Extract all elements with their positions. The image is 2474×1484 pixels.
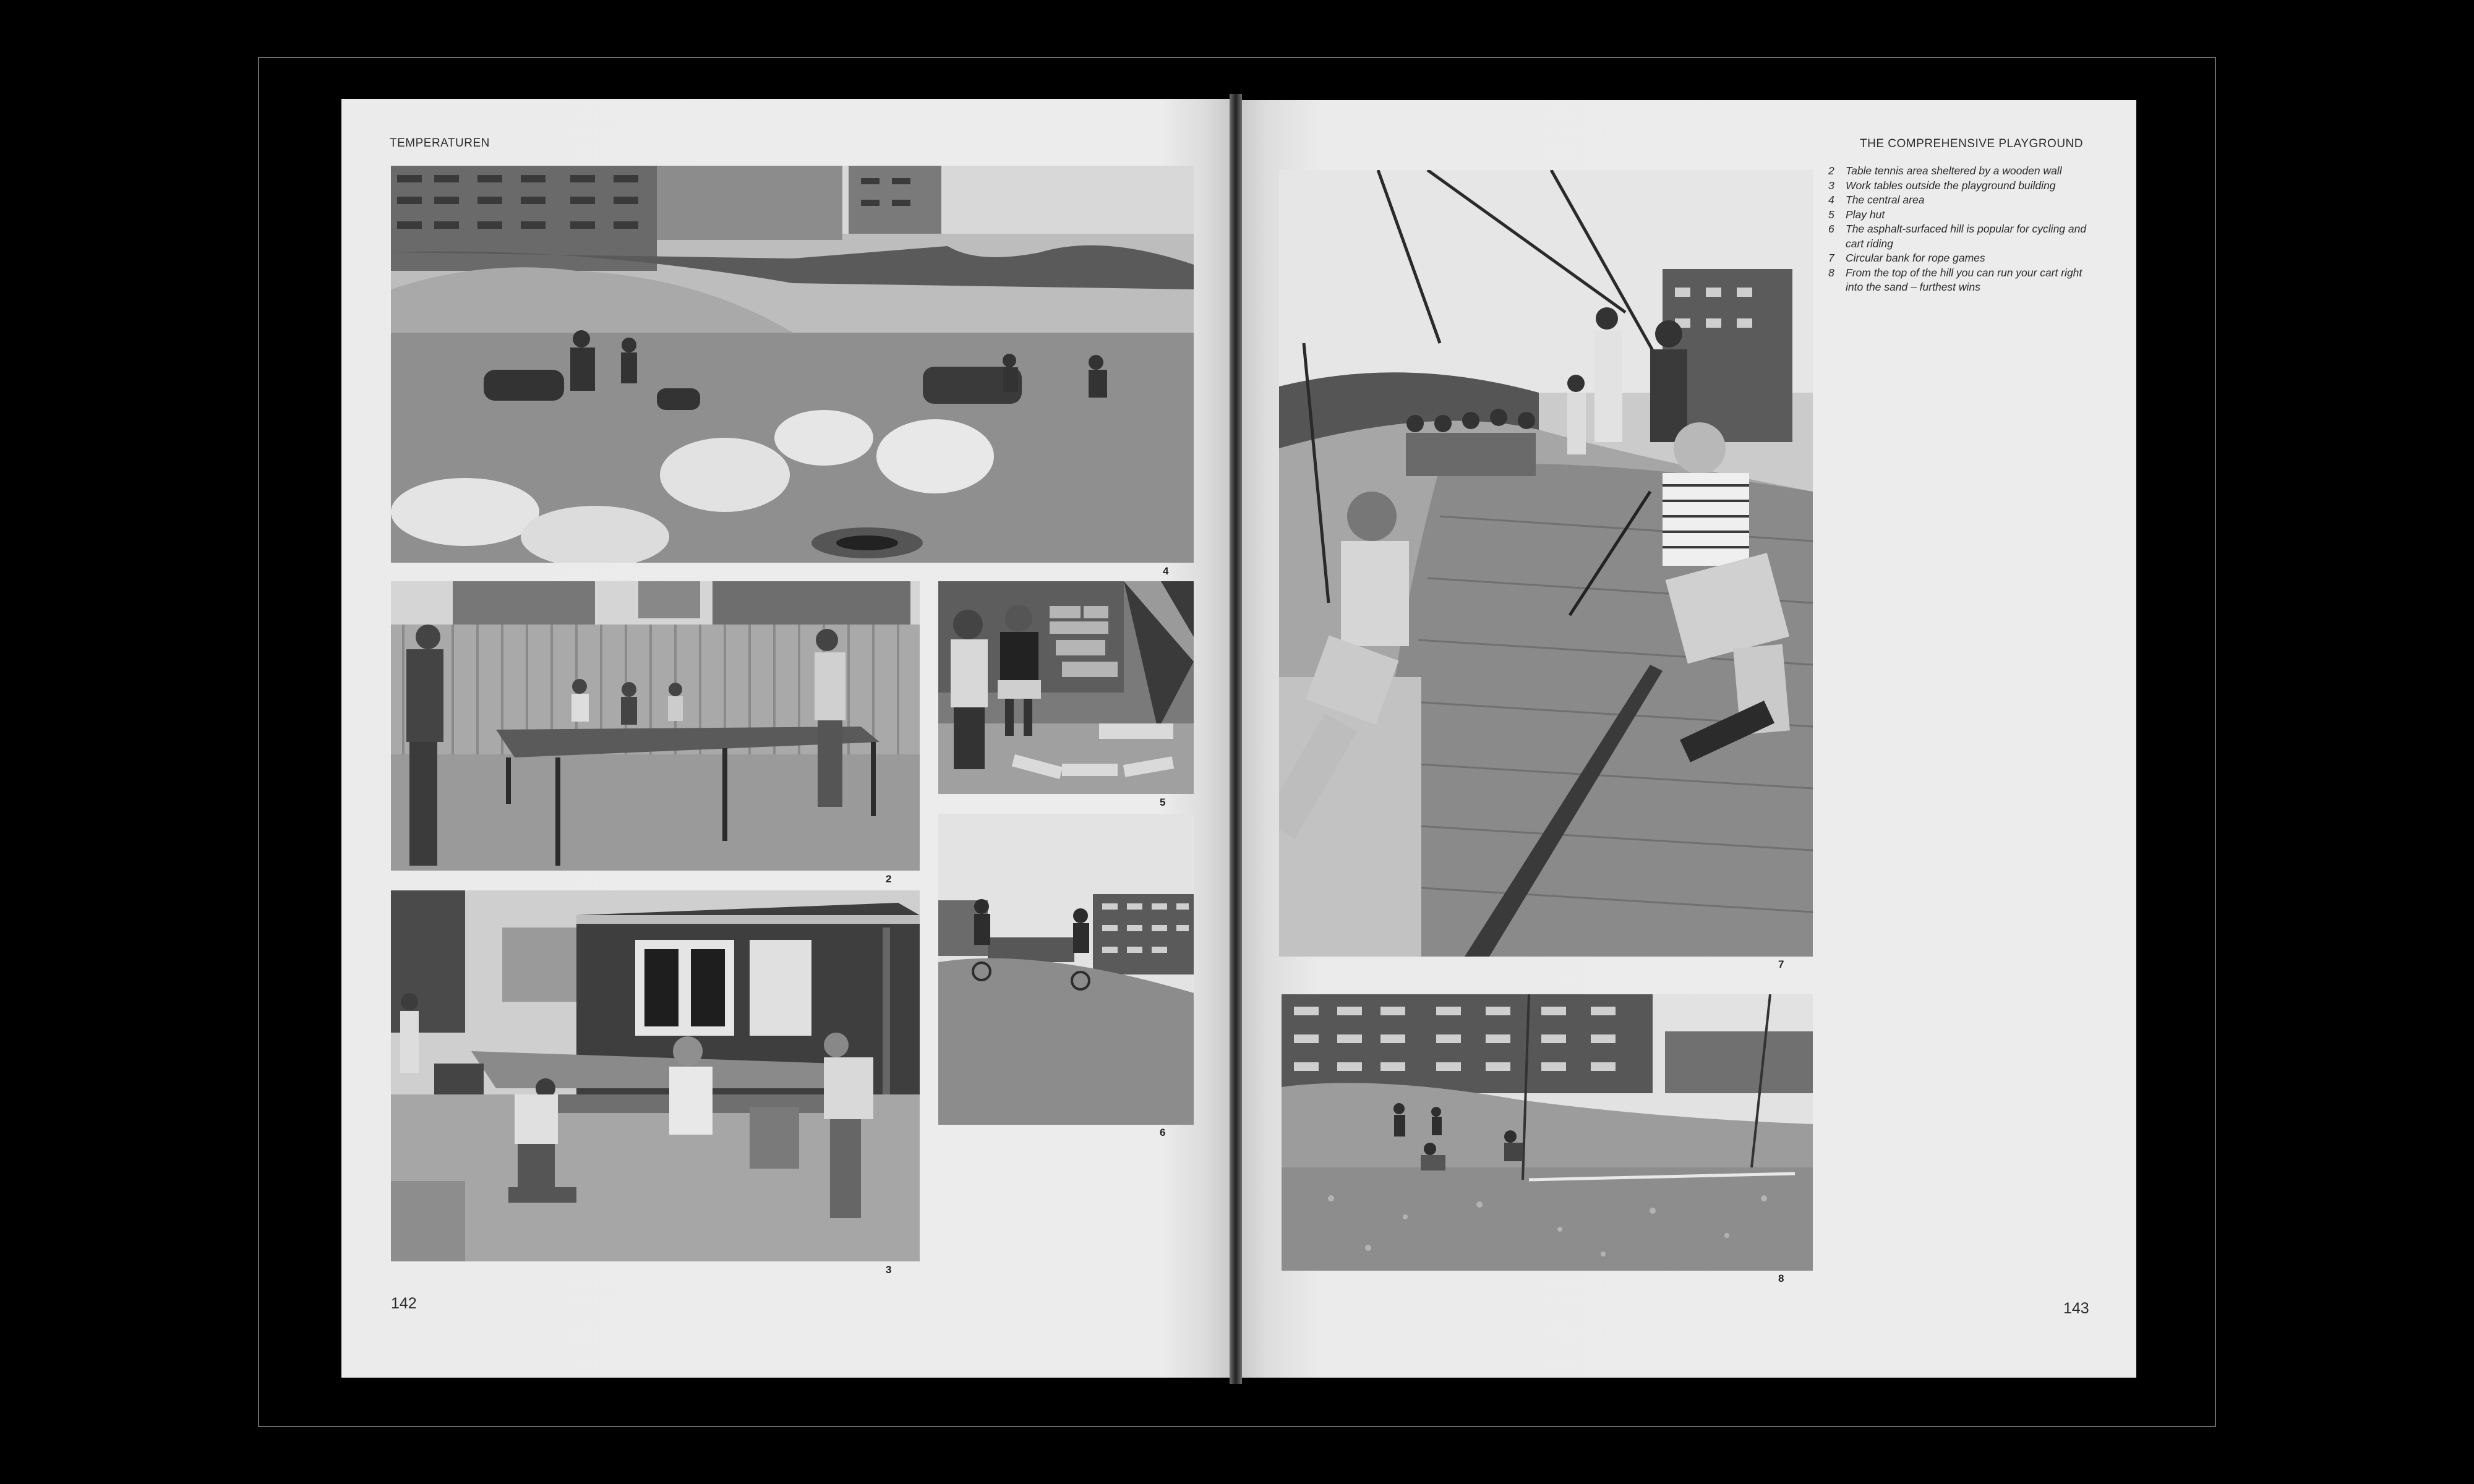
caption-text: Table tennis area sheltered by a wooden wall [1846,164,2062,177]
running-head-right: THE COMPREHENSIVE PLAYGROUND [1860,137,2083,150]
caption-item [1828,164,2088,179]
plate-number-7: 7 [1778,958,1784,970]
photo-cart-sand [1282,994,1813,1271]
caption-text: The central area [1846,194,1925,206]
caption-text: Play hut [1846,208,1885,221]
caption-number: 2 [1828,164,1834,177]
plate-number-8: 8 [1778,1273,1784,1284]
photo-work-tables [391,890,920,1261]
photo-asphalt-hill [938,814,1194,1125]
caption-item [1828,222,2088,251]
photo-table-tennis [391,581,920,871]
book-gutter [1230,94,1242,1384]
caption-number: 6 [1828,223,1834,235]
caption-item [1828,208,2088,223]
caption-list [1828,164,2088,295]
plate-number-6: 6 [1160,1127,1166,1138]
photo-rope-bank [1279,170,1813,957]
caption-text: From the top of the hill you can run your cart right into the sand – furthest wins [1846,266,2082,293]
photo-central-area [391,166,1194,563]
plate-number-5: 5 [1160,796,1166,808]
caption-number: 5 [1828,208,1834,221]
plate-number-3: 3 [886,1264,892,1276]
page-number-right: 143 [2063,1300,2089,1317]
caption-number: 8 [1828,266,1834,279]
plate-number-4: 4 [1163,565,1169,577]
caption-text: The asphalt-surfaced hill is popular for cycling and cart riding [1846,223,2087,250]
caption-number: 7 [1828,252,1834,264]
photo-play-hut [938,581,1194,794]
caption-text: Work tables outside the playground building [1846,179,2056,192]
caption-item [1828,266,2088,295]
plate-number-2: 2 [886,873,892,885]
caption-item [1828,251,2088,266]
caption-item [1828,193,2088,208]
caption-text: Circular bank for rope games [1846,252,1985,264]
caption-number: 4 [1828,194,1834,206]
page-number-left: 142 [391,1295,417,1312]
caption-item [1828,179,2088,194]
running-head-left: TEMPERATUREN [390,137,490,150]
caption-number: 3 [1828,179,1834,192]
